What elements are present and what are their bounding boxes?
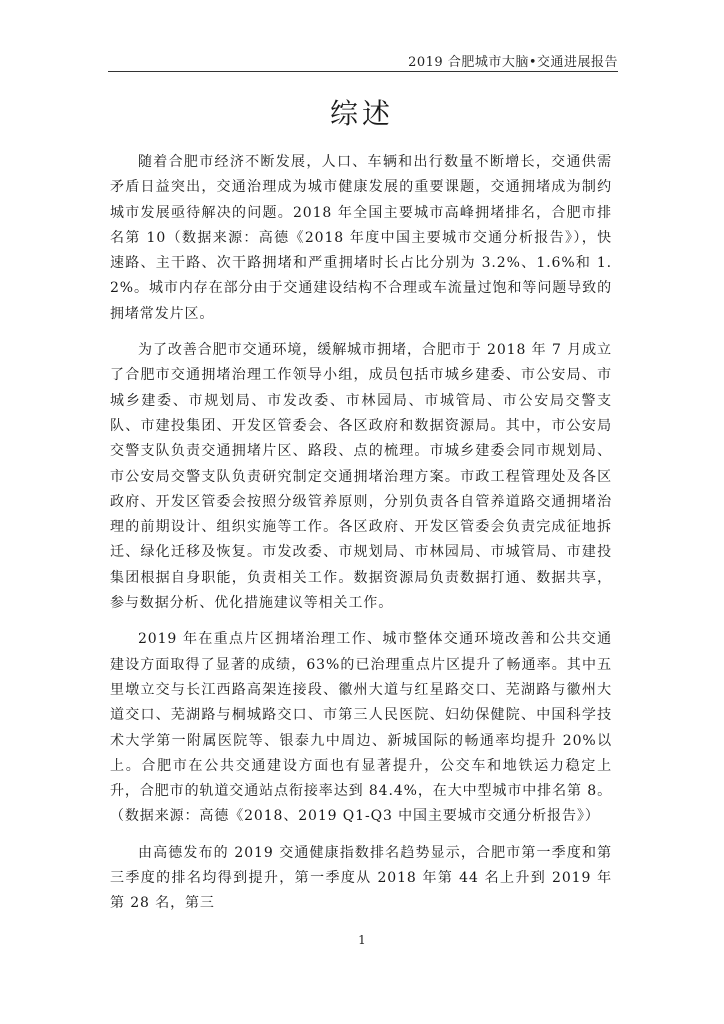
header-divider [108,71,618,72]
body-text [110,150,612,928]
page-number: 1 [358,933,366,947]
section-title: 综述 [329,97,394,130]
paragraph-overview: 随着合肥市经济不断发展，人口、车辆和出行数量不断增长，交通供需矛盾日益突出，交通治理成为城市健康发展的重要课题，交通拥堵成为制约城市发展亟待解决的问题。2018 年全国主要城市高峰拥堵排名，合肥市排名第 10（数据来源：高德《2018 年度中国主要城市交通分析报告》），快速路、主干路、次干路拥堵和严重拥堵时长占比分别为 3.2%、1.6%和 1.2%。城市内存在部分由于交通建设结构不合理或车流量过饱和等问题导致的拥堵常发片区。 [110,154,612,322]
running-header: 2019 合肥城市大脑•交通进展报告 [408,55,618,70]
paragraph-achievements: 2019 年在重点片区拥堵治理工作、城市整体交通环境改善和公共交通建设方面取得了显著的成绩，63%的已治理重点片区提升了畅通率。其中五里墩立交与长江西路高架连接段、徽州大道与红星路交口、芜湖路与徽州大道交口、芜湖路与桐城路交口、市第三人民医院、妇幼保健院、中国科学技术大学第一附属医院等、银泰九中周边、新城国际的畅通率均提升 20%以上。合肥市在公共交通建设方面也有显著提升，公交车和地铁运力稳定上升，合肥市的轨道交通站点衔接率达到 84.4%，在大中型城市中排名第 8。（数据来源：高德《2018、2019 Q1-Q3 中国主要城市交通分析报告》） [110,631,612,825]
paragraph-ranking-trend: 由高德发布的 2019 交通健康指数排名趋势显示，合肥市第一季度和第三季度的排名均得到提升，第一季度从 2018 年第 44 名上升到 2019 年第 28 名，第三 [110,844,612,912]
paragraph-governance: 为了改善合肥市交通环境，缓解城市拥堵，合肥市于 2018 年 7 月成立了合肥市交通拥堵治理工作领导小组，成员包括市城乡建委、市公安局、市城乡建委、市规划局、市发改委、市林园局、市城管局、市公安局交警支队、市建投集团、开发区管委会、各区政府和数据资源局。其中，市公安局交警支队负责交通拥堵片区、路段、点的梳理。市城乡建委会同市规划局、市公安局交警支队负责研究制定交通拥堵治理方案。市政工程管理处及各区政府、开发区管委会按照分级管养原则，分别负责各自管养道路交通拥堵治理的前期设计、组织实施等工作。各区政府、开发区管委会负责完成征地拆迁、绿化迁移及恢复。市发改委、市规划局、市林园局、市城管局、市建投集团根据自身职能，负责相关工作。数据资源局负责数据打通、数据共享，参与数据分析、优化措施建议等相关工作。 [110,342,612,612]
